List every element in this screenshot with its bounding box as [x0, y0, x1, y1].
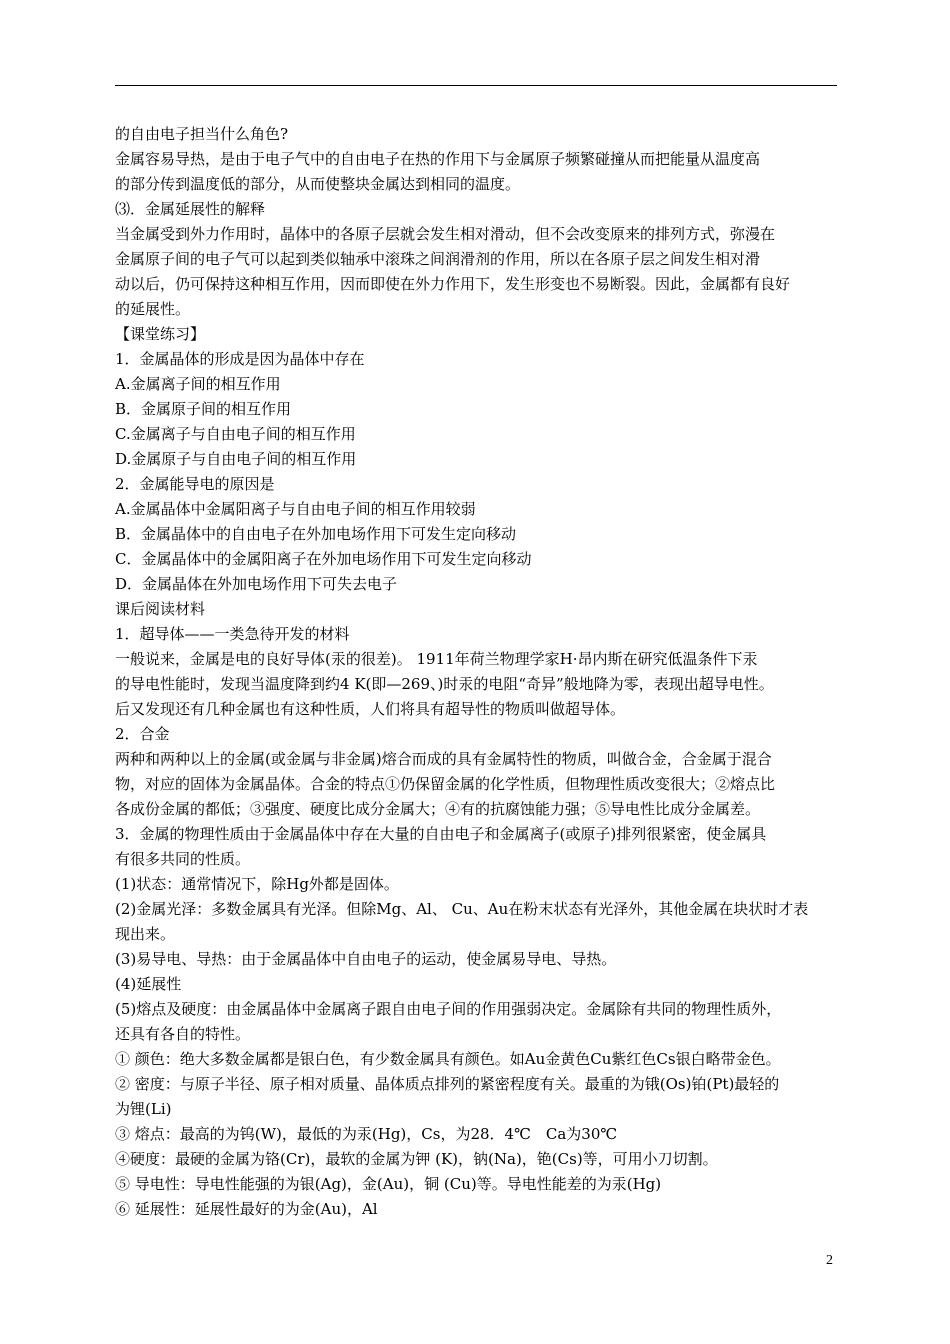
- list-item: ③ 熔点：最高的为钨(W)，最低的为汞(Hg)，Cs，为28．4℃ Ca为30℃: [115, 1125, 618, 1143]
- answer-option: C．金属晶体中的金属阳离子在外加电场作用下可发生定向移动: [115, 550, 532, 568]
- list-item: (5)熔点及硬度：由金属晶体中金属离子跟自由电子间的作用强弱决定。金属除有共同的物理性质外，: [115, 1000, 782, 1018]
- list-item: ④硬度：最硬的金属为铬(Cr)，最软的金属为钾 (K)，钠(Na)，铯(Cs)等，可用小刀切割。: [115, 1150, 718, 1168]
- text-line: 为锂(Li): [115, 1100, 172, 1118]
- text-line: 两种和两种以上的金属(或金属与非金属)熔合而成的具有金属特性的物质，叫做合金，合金属于混合: [115, 750, 772, 768]
- answer-option: A.金属晶体中金属阳离子与自由电子间的相互作用较弱: [115, 500, 476, 518]
- answer-option: B．金属原子间的相互作用: [115, 400, 292, 418]
- list-item: (4)延展性: [115, 975, 182, 993]
- answer-option: C.金属离子与自由电子间的相互作用: [115, 425, 356, 443]
- text-line: 3．金属的物理性质由于金属晶体中存在大量的自由电子和金属离子(或原子)排列很紧密，使金属具: [115, 825, 767, 843]
- answer-option: B．金属晶体中的自由电子在外加电场作用下可发生定向移动: [115, 525, 517, 543]
- list-item: ② 密度：与原子半径、原子相对质量、晶体质点排列的紧密程度有关。最重的为锇(Os)铂(Pt)最轻的: [115, 1075, 780, 1093]
- text-line: 还具有各自的特性。: [115, 1025, 251, 1043]
- question: 2．金属能导电的原因是: [115, 475, 275, 493]
- text-line: 的自由电子担当什么角色?: [115, 125, 289, 143]
- list-item: (3)易导电、导热：由于金属晶体中自由电子的运动，使金属易导电、导热。: [115, 950, 617, 968]
- list-item: (1)状态：通常情况下，除Hg外都是固体。: [115, 875, 399, 893]
- text-line: 物，对应的固体为金属晶体。合金的特点①仍保留金属的化学性质，但物理性质改变很大；②熔点比: [115, 775, 776, 793]
- answer-option: A.金属离子间的相互作用: [115, 375, 281, 393]
- text-line: 一般说来，金属是电的良好导体(汞的很差)。 1911年荷兰物理学家H·昂内斯在研究低温条件下汞: [115, 650, 758, 668]
- document-body: [115, 122, 845, 1222]
- text-line: 的导电性能时，发现当温度降到约4 K(即—269、)时汞的电阻“奇异”般地降为零，表现出超导电性。: [115, 675, 774, 693]
- text-line: 的部分传到温度低的部分，从而使整块金属达到相同的温度。: [115, 175, 521, 193]
- list-item: ⑤ 导电性：导电性能强的为银(Ag)，金(Au)，铜 (Cu)等。导电性能差的为汞(Hg): [115, 1175, 662, 1193]
- text-line: 当金属受到外力作用时，晶体中的各原子层就会发生相对滑动，但不会改变原来的排列方式，弥漫在: [115, 225, 776, 243]
- text-line: 金属原子间的电子气可以起到类似轴承中滚珠之间润滑剂的作用，所以在各原子层之间发生相对滑: [115, 250, 761, 268]
- question: 1．金属晶体的形成是因为晶体中存在: [115, 350, 365, 368]
- text-line: 的延展性。: [115, 300, 191, 318]
- text-line: 现出来。: [115, 925, 176, 943]
- answer-option: D.金属原子与自由电子间的相互作用: [115, 450, 357, 468]
- text-line: 各成份金属的都低；③强度、硬度比成分金属大；④有的抗腐蚀能力强；⑤导电性比成分金属差。: [115, 800, 761, 818]
- section-heading: 【课堂练习】: [115, 325, 206, 343]
- section-heading: ⑶．金属延展性的解释: [115, 200, 266, 218]
- list-item: (2)金属光泽：多数金属具有光泽。但除Mg、Al、 Cu、Au在粉末状态有光泽外，其他金属在块状时才表: [115, 900, 809, 918]
- header-rule: [115, 85, 837, 86]
- text-line: 有很多共同的性质。: [115, 850, 251, 868]
- list-item: ⑥ 延展性：延展性最好的为金(Au)，Al: [115, 1200, 378, 1218]
- text-line: 金属容易导热，是由于电子气中的自由电子在热的作用下与金属原子频繁碰撞从而把能量从温度高: [115, 150, 761, 168]
- list-item: ① 颜色：绝大多数金属都是银白色，有少数金属具有颜色。如Au金黄色Cu紫红色Cs银白略带金色。: [115, 1050, 781, 1068]
- subsection-heading: 1．超导体——一类急待开发的材料: [115, 625, 350, 643]
- text-line: 后又发现还有几种金属也有这种性质，人们将具有超导性的物质叫做超导体。: [115, 700, 626, 718]
- subsection-heading: 2．合金: [115, 725, 170, 743]
- text-line: 动以后，仍可保持这种相互作用，因而即使在外力作用下，发生形变也不易断裂。因此，金属都有良好: [115, 275, 791, 293]
- section-heading: 课后阅读材料: [115, 600, 206, 618]
- page-number: 2: [826, 1253, 833, 1268]
- answer-option: D．金属晶体在外加电场作用下可失去电子: [115, 575, 398, 593]
